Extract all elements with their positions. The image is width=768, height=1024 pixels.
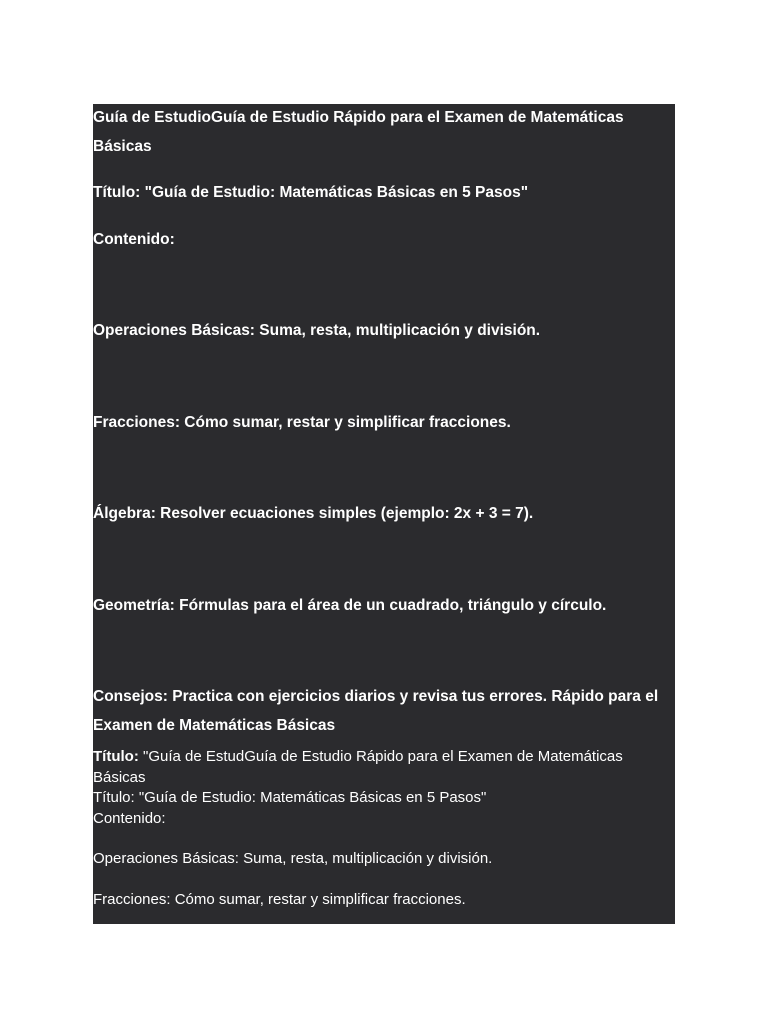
plain-list-item-operations: Operaciones Básicas: Suma, resta, multiplicación y división. — [93, 850, 493, 867]
plain-title — [93, 747, 675, 788]
document-block — [93, 104, 675, 924]
contents-label: Contenido: — [93, 230, 175, 248]
plain-title-2: Título: "Guía de Estudio: Matemáticas Básicas en 5 Pasos" — [93, 789, 487, 806]
doc-heading: Guía de EstudioGuía de Estudio Rápido para el Examen de Matemáticas Básicas — [93, 109, 624, 155]
bold-section — [93, 104, 675, 740]
plain-title-rest: "Guía de EstudGuía de Estudio Rápido para el Examen de Matemáticas Básicas — [93, 748, 623, 786]
plain-list-item-fractions: Fracciones: Cómo sumar, restar y simplificar fracciones. — [93, 890, 466, 908]
doc-title: Título: "Guía de Estudio: Matemáticas Básicas en 5 Pasos" — [93, 184, 529, 201]
plain-section — [93, 747, 675, 910]
list-item-tips: Consejos: Practica con ejercicios diarios y revisa tus errores. Rápido para el Examen de Matemáticas Básicas — [93, 688, 659, 734]
plain-contents-label: Contenido: — [93, 809, 166, 827]
list-item-operations: Operaciones Básicas: Suma, resta, multiplicación y división. — [93, 322, 541, 339]
list-item-algebra: Álgebra: Resolver ecuaciones simples (ejemplo: 2x + 3 = 7). — [93, 505, 534, 522]
list-item-geometry: Geometría: Fórmulas para el área de un cuadrado, triángulo y círculo. — [93, 596, 607, 614]
list-item-fractions: Fracciones: Cómo sumar, restar y simplificar fracciones. — [93, 413, 511, 431]
plain-title-label: Título: — [93, 748, 139, 765]
